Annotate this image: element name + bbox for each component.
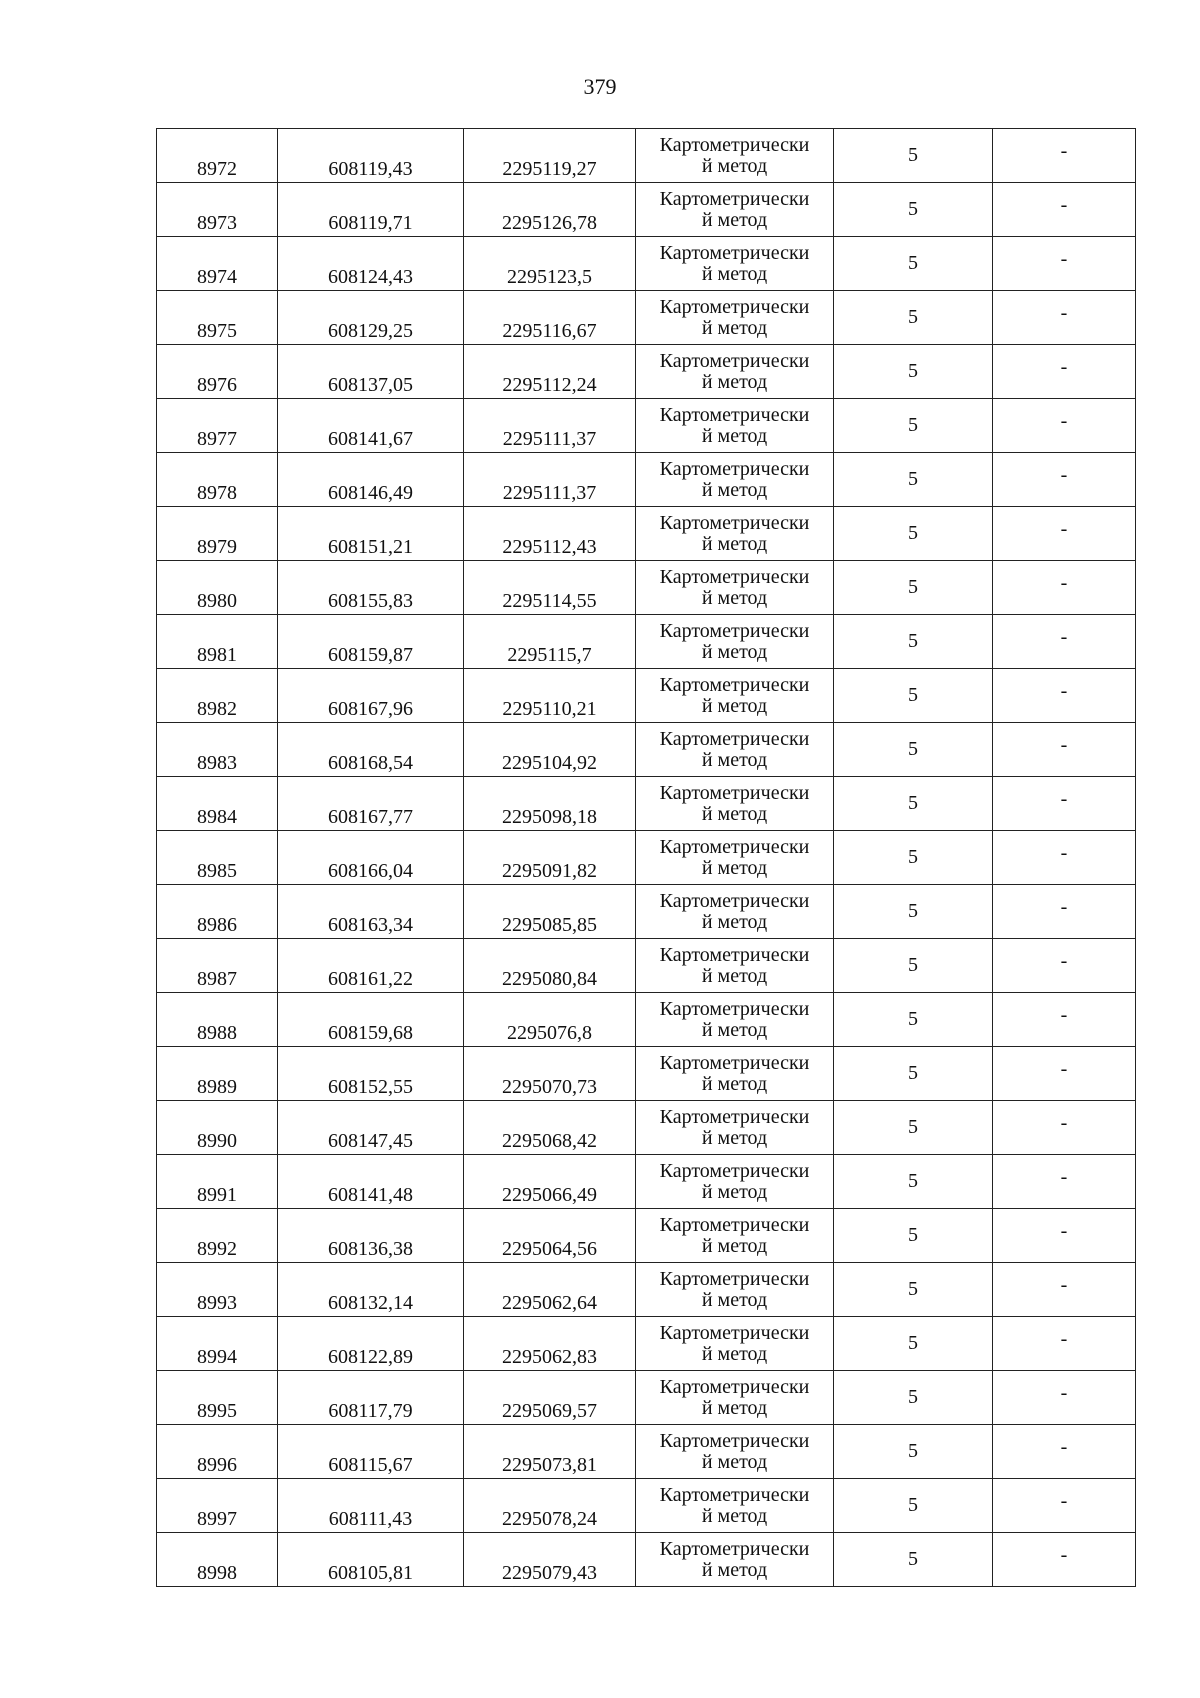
table-row [157, 1533, 1136, 1587]
accuracy-cell: 5 [834, 1209, 993, 1263]
page-number: 379 [583, 74, 617, 99]
note-dash: - [1060, 518, 1068, 540]
accuracy-cell: 5 [834, 993, 993, 1047]
method-line-1: Картометрически [659, 673, 810, 696]
y-coordinate-cell: 2295068,42 [464, 1101, 636, 1155]
table-row [157, 669, 1136, 723]
accuracy-cell: 5 [834, 1317, 993, 1371]
accuracy-cell: 5 [834, 1101, 993, 1155]
method-line-2: й метод [701, 964, 768, 987]
method-line-2: й метод [701, 154, 768, 177]
method-line-1: Картометрически [659, 565, 810, 588]
note-cell [993, 669, 1136, 723]
point-number-cell: 8987 [157, 939, 278, 993]
point-number-cell: 8989 [157, 1047, 278, 1101]
point-number-cell: 8994 [157, 1317, 278, 1371]
table-row [157, 183, 1136, 237]
note-cell [993, 291, 1136, 345]
accuracy-cell: 5 [834, 183, 993, 237]
y-coordinate-cell: 2295111,37 [464, 399, 636, 453]
point-number-cell: 8977 [157, 399, 278, 453]
method-line-1: Картометрически [659, 781, 810, 804]
table-row [157, 507, 1136, 561]
note-cell [993, 1317, 1136, 1371]
table-row [157, 723, 1136, 777]
point-number-cell: 8975 [157, 291, 278, 345]
point-number-cell: 8978 [157, 453, 278, 507]
note-dash: - [1060, 302, 1068, 324]
method-line-1: Картометрически [659, 1537, 810, 1560]
accuracy-cell: 5 [834, 345, 993, 399]
note-dash: - [1060, 248, 1068, 270]
accuracy-cell: 5 [834, 1371, 993, 1425]
note-cell [993, 1047, 1136, 1101]
method-line-1: Картометрически [659, 295, 810, 318]
note-dash: - [1060, 1436, 1068, 1458]
table-row [157, 1317, 1136, 1371]
method-line-2: й метод [701, 1342, 768, 1365]
y-coordinate-cell: 2295112,24 [464, 345, 636, 399]
method-cell [636, 777, 834, 831]
note-cell [993, 129, 1136, 183]
point-number-cell: 8980 [157, 561, 278, 615]
table-row [157, 615, 1136, 669]
method-line-1: Картометрически [659, 133, 810, 156]
note-dash: - [1060, 896, 1068, 918]
table-body [157, 129, 1136, 1587]
accuracy-cell: 5 [834, 291, 993, 345]
note-dash: - [1060, 788, 1068, 810]
method-cell [636, 129, 834, 183]
table-row [157, 129, 1136, 183]
method-line-1: Картометрически [659, 1375, 810, 1398]
method-line-2: й метод [701, 640, 768, 663]
note-cell [993, 1101, 1136, 1155]
note-cell [993, 1263, 1136, 1317]
note-cell [993, 453, 1136, 507]
method-line-1: Картометрически [659, 187, 810, 210]
method-line-2: й метод [701, 1018, 768, 1041]
method-cell [636, 1101, 834, 1155]
x-coordinate-cell: 608141,48 [278, 1155, 464, 1209]
x-coordinate-cell: 608119,71 [278, 183, 464, 237]
method-line-2: й метод [701, 1126, 768, 1149]
method-line-1: Картометрически [659, 1159, 810, 1182]
method-line-1: Картометрически [659, 511, 810, 534]
method-cell [636, 669, 834, 723]
x-coordinate-cell: 608146,49 [278, 453, 464, 507]
method-cell [636, 885, 834, 939]
note-dash: - [1060, 680, 1068, 702]
x-coordinate-cell: 608111,43 [278, 1479, 464, 1533]
accuracy-cell: 5 [834, 885, 993, 939]
accuracy-cell: 5 [834, 1047, 993, 1101]
note-dash: - [1060, 1058, 1068, 1080]
note-cell [993, 939, 1136, 993]
method-cell [636, 399, 834, 453]
point-number-cell: 8988 [157, 993, 278, 1047]
point-number-cell: 8973 [157, 183, 278, 237]
y-coordinate-cell: 2295104,92 [464, 723, 636, 777]
note-cell [993, 1425, 1136, 1479]
point-number-cell: 8986 [157, 885, 278, 939]
accuracy-cell: 5 [834, 507, 993, 561]
method-line-2: й метод [701, 370, 768, 393]
accuracy-cell: 5 [834, 777, 993, 831]
note-dash: - [1060, 464, 1068, 486]
method-cell [636, 507, 834, 561]
method-cell [636, 831, 834, 885]
y-coordinate-cell: 2295080,84 [464, 939, 636, 993]
y-coordinate-cell: 2295076,8 [464, 993, 636, 1047]
method-cell [636, 453, 834, 507]
y-coordinate-cell: 2295070,73 [464, 1047, 636, 1101]
x-coordinate-cell: 608155,83 [278, 561, 464, 615]
point-number-cell: 8993 [157, 1263, 278, 1317]
y-coordinate-cell: 2295126,78 [464, 183, 636, 237]
point-number-cell: 8979 [157, 507, 278, 561]
note-cell [993, 993, 1136, 1047]
note-dash: - [1060, 140, 1068, 162]
table-row [157, 939, 1136, 993]
method-line-1: Картометрически [659, 457, 810, 480]
y-coordinate-cell: 2295119,27 [464, 129, 636, 183]
note-dash: - [1060, 950, 1068, 972]
table-row [157, 993, 1136, 1047]
y-coordinate-cell: 2295123,5 [464, 237, 636, 291]
coordinates-table [156, 128, 1136, 1587]
x-coordinate-cell: 608115,67 [278, 1425, 464, 1479]
x-coordinate-cell: 608151,21 [278, 507, 464, 561]
note-dash: - [1060, 572, 1068, 594]
y-coordinate-cell: 2295111,37 [464, 453, 636, 507]
note-dash: - [1060, 734, 1068, 756]
accuracy-cell: 5 [834, 669, 993, 723]
x-coordinate-cell: 608167,77 [278, 777, 464, 831]
y-coordinate-cell: 2295062,64 [464, 1263, 636, 1317]
table-row [157, 1479, 1136, 1533]
point-number-cell: 8976 [157, 345, 278, 399]
x-coordinate-cell: 608159,68 [278, 993, 464, 1047]
table-row [157, 1101, 1136, 1155]
accuracy-cell: 5 [834, 1533, 993, 1587]
note-cell [993, 777, 1136, 831]
x-coordinate-cell: 608117,79 [278, 1371, 464, 1425]
note-cell [993, 615, 1136, 669]
note-dash: - [1060, 1004, 1068, 1026]
method-cell [636, 345, 834, 399]
method-line-1: Картометрически [659, 1429, 810, 1452]
y-coordinate-cell: 2295085,85 [464, 885, 636, 939]
accuracy-cell: 5 [834, 237, 993, 291]
method-line-1: Картометрически [659, 1105, 810, 1128]
table-row [157, 1371, 1136, 1425]
point-number-cell: 8991 [157, 1155, 278, 1209]
table-row [157, 453, 1136, 507]
note-cell [993, 885, 1136, 939]
method-line-1: Картометрически [659, 1321, 810, 1344]
x-coordinate-cell: 608163,34 [278, 885, 464, 939]
point-number-cell: 8982 [157, 669, 278, 723]
note-dash: - [1060, 194, 1068, 216]
x-coordinate-cell: 608132,14 [278, 1263, 464, 1317]
point-number-cell: 8974 [157, 237, 278, 291]
table-row [157, 1047, 1136, 1101]
note-dash: - [1060, 1166, 1068, 1188]
method-line-2: й метод [701, 1288, 768, 1311]
note-cell [993, 1533, 1136, 1587]
note-dash: - [1060, 1220, 1068, 1242]
note-cell [993, 1371, 1136, 1425]
method-line-2: й метод [701, 478, 768, 501]
note-dash: - [1060, 842, 1068, 864]
note-cell [993, 1479, 1136, 1533]
x-coordinate-cell: 608159,87 [278, 615, 464, 669]
y-coordinate-cell: 2295112,43 [464, 507, 636, 561]
method-line-2: й метод [701, 1450, 768, 1473]
method-line-2: й метод [701, 748, 768, 771]
method-line-1: Картометрически [659, 1267, 810, 1290]
method-cell [636, 1371, 834, 1425]
note-dash: - [1060, 356, 1068, 378]
y-coordinate-cell: 2295064,56 [464, 1209, 636, 1263]
y-coordinate-cell: 2295098,18 [464, 777, 636, 831]
accuracy-cell: 5 [834, 615, 993, 669]
method-line-2: й метод [701, 802, 768, 825]
method-line-2: й метод [701, 1396, 768, 1419]
note-cell [993, 1155, 1136, 1209]
point-number-cell: 8981 [157, 615, 278, 669]
table-row [157, 1263, 1136, 1317]
y-coordinate-cell: 2295062,83 [464, 1317, 636, 1371]
x-coordinate-cell: 608168,54 [278, 723, 464, 777]
x-coordinate-cell: 608122,89 [278, 1317, 464, 1371]
accuracy-cell: 5 [834, 939, 993, 993]
method-cell [636, 615, 834, 669]
method-line-1: Картометрически [659, 727, 810, 750]
method-line-1: Картометрически [659, 997, 810, 1020]
accuracy-cell: 5 [834, 561, 993, 615]
note-cell [993, 723, 1136, 777]
method-line-1: Картометрически [659, 835, 810, 858]
method-line-2: й метод [701, 1180, 768, 1203]
point-number-cell: 8990 [157, 1101, 278, 1155]
method-cell [636, 183, 834, 237]
method-line-1: Картометрически [659, 403, 810, 426]
note-cell [993, 345, 1136, 399]
method-line-1: Картометрически [659, 889, 810, 912]
x-coordinate-cell: 608119,43 [278, 129, 464, 183]
method-cell [636, 1155, 834, 1209]
point-number-cell: 8984 [157, 777, 278, 831]
method-line-2: й метод [701, 856, 768, 879]
y-coordinate-cell: 2295116,67 [464, 291, 636, 345]
method-cell [636, 939, 834, 993]
x-coordinate-cell: 608136,38 [278, 1209, 464, 1263]
table-row [157, 237, 1136, 291]
method-line-1: Картометрически [659, 1213, 810, 1236]
method-cell [636, 1047, 834, 1101]
method-cell [636, 1425, 834, 1479]
y-coordinate-cell: 2295078,24 [464, 1479, 636, 1533]
note-dash: - [1060, 1490, 1068, 1512]
method-line-2: й метод [701, 316, 768, 339]
method-cell [636, 993, 834, 1047]
point-number-cell: 8998 [157, 1533, 278, 1587]
x-coordinate-cell: 608141,67 [278, 399, 464, 453]
accuracy-cell: 5 [834, 723, 993, 777]
method-line-2: й метод [701, 694, 768, 717]
point-number-cell: 8983 [157, 723, 278, 777]
x-coordinate-cell: 608167,96 [278, 669, 464, 723]
y-coordinate-cell: 2295114,55 [464, 561, 636, 615]
accuracy-cell: 5 [834, 831, 993, 885]
y-coordinate-cell: 2295066,49 [464, 1155, 636, 1209]
method-line-1: Картометрически [659, 241, 810, 264]
accuracy-cell: 5 [834, 1155, 993, 1209]
table-row [157, 561, 1136, 615]
method-line-1: Картометрически [659, 1483, 810, 1506]
method-line-1: Картометрически [659, 349, 810, 372]
y-coordinate-cell: 2295110,21 [464, 669, 636, 723]
x-coordinate-cell: 608124,43 [278, 237, 464, 291]
method-line-2: й метод [701, 1504, 768, 1527]
point-number-cell: 8996 [157, 1425, 278, 1479]
method-cell [636, 1479, 834, 1533]
note-cell [993, 399, 1136, 453]
table-row [157, 831, 1136, 885]
accuracy-cell: 5 [834, 453, 993, 507]
method-cell [636, 291, 834, 345]
method-line-2: й метод [701, 910, 768, 933]
accuracy-cell: 5 [834, 129, 993, 183]
y-coordinate-cell: 2295115,7 [464, 615, 636, 669]
y-coordinate-cell: 2295073,81 [464, 1425, 636, 1479]
table-row [157, 885, 1136, 939]
method-line-2: й метод [701, 532, 768, 555]
method-line-2: й метод [701, 1234, 768, 1257]
point-number-cell: 8992 [157, 1209, 278, 1263]
x-coordinate-cell: 608147,45 [278, 1101, 464, 1155]
point-number-cell: 8995 [157, 1371, 278, 1425]
y-coordinate-cell: 2295079,43 [464, 1533, 636, 1587]
note-dash: - [1060, 626, 1068, 648]
note-cell [993, 1209, 1136, 1263]
y-coordinate-cell: 2295069,57 [464, 1371, 636, 1425]
x-coordinate-cell: 608105,81 [278, 1533, 464, 1587]
table-row [157, 1155, 1136, 1209]
method-line-2: й метод [701, 208, 768, 231]
x-coordinate-cell: 608161,22 [278, 939, 464, 993]
method-line-2: й метод [701, 262, 768, 285]
note-cell [993, 507, 1136, 561]
note-cell [993, 237, 1136, 291]
x-coordinate-cell: 608166,04 [278, 831, 464, 885]
method-line-1: Картометрически [659, 1051, 810, 1074]
note-cell [993, 561, 1136, 615]
method-cell [636, 561, 834, 615]
method-line-2: й метод [701, 1558, 768, 1581]
note-dash: - [1060, 410, 1068, 432]
note-dash: - [1060, 1544, 1068, 1566]
table-row [157, 345, 1136, 399]
method-cell [636, 237, 834, 291]
note-dash: - [1060, 1382, 1068, 1404]
accuracy-cell: 5 [834, 1263, 993, 1317]
note-cell [993, 183, 1136, 237]
y-coordinate-cell: 2295091,82 [464, 831, 636, 885]
method-cell [636, 1533, 834, 1587]
table-row [157, 1425, 1136, 1479]
method-cell [636, 723, 834, 777]
table-row [157, 777, 1136, 831]
point-number-cell: 8997 [157, 1479, 278, 1533]
accuracy-cell: 5 [834, 1425, 993, 1479]
accuracy-cell: 5 [834, 399, 993, 453]
accuracy-cell: 5 [834, 1479, 993, 1533]
table-row [157, 1209, 1136, 1263]
method-line-2: й метод [701, 1072, 768, 1095]
method-line-2: й метод [701, 424, 768, 447]
method-line-2: й метод [701, 586, 768, 609]
x-coordinate-cell: 608129,25 [278, 291, 464, 345]
note-cell [993, 831, 1136, 885]
x-coordinate-cell: 608137,05 [278, 345, 464, 399]
method-cell [636, 1317, 834, 1371]
point-number-cell: 8972 [157, 129, 278, 183]
note-dash: - [1060, 1274, 1068, 1296]
note-dash: - [1060, 1112, 1068, 1134]
method-line-1: Картометрически [659, 943, 810, 966]
note-dash: - [1060, 1328, 1068, 1350]
method-line-1: Картометрически [659, 619, 810, 642]
table-row [157, 399, 1136, 453]
method-cell [636, 1263, 834, 1317]
point-number-cell: 8985 [157, 831, 278, 885]
method-cell [636, 1209, 834, 1263]
table-row [157, 291, 1136, 345]
x-coordinate-cell: 608152,55 [278, 1047, 464, 1101]
